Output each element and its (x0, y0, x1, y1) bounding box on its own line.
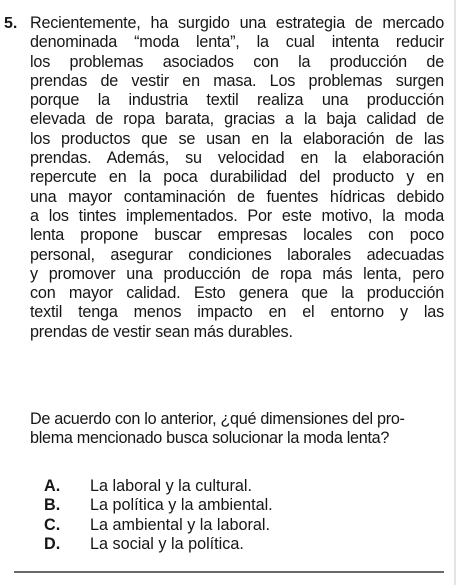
passage-line: repercute en la poca durabilidad del producto y en (30, 168, 444, 187)
passage-line: con mayor calidad. Esto genera que la producción (30, 284, 444, 303)
passage-line: prendas de vestir sean más durables. (30, 322, 293, 341)
option-letter: D. (44, 534, 61, 553)
question-number: 5. (4, 15, 18, 32)
passage-line: textil tenga menos impacto en el entorno y las (30, 303, 444, 322)
passage-line: y promover una producción de ropa más lenta, pero (30, 264, 444, 283)
passage-line: prendas de vestir en masa. Los problemas surgen (30, 71, 444, 90)
option-text: La social y la política. (90, 534, 244, 553)
prompt-line: De acuerdo con lo anterior, ¿qué dimensiones del pro- (30, 410, 405, 428)
option-letter: C. (44, 515, 61, 534)
passage-line: porque la industria textil realiza una producción (30, 91, 444, 110)
answer-option-c[interactable] (44, 516, 424, 535)
answer-options (44, 477, 424, 554)
option-letter: A. (44, 477, 61, 495)
answer-option-d[interactable] (44, 535, 424, 554)
option-letter: B. (44, 496, 61, 515)
question-prompt (30, 410, 444, 449)
option-text: La laboral y la cultural. (90, 477, 252, 495)
passage-line: a los tintes implementados. Por este motivo, la moda (30, 206, 444, 225)
passage-line: los productos que se usan en la elaboración de las (30, 129, 444, 148)
passage-line: elevada de ropa barata, gracias a la baja calidad de (30, 110, 444, 129)
page-edge (454, 0, 456, 585)
passage-line: denominada “moda lenta”, la cual intenta reducir (30, 33, 444, 52)
passage-line: una mayor contaminación de fuentes hídricas debido (30, 187, 444, 206)
answer-option-a[interactable] (44, 477, 424, 496)
passage-line: prendas. Además, su velocidad en la elaboración (30, 149, 444, 168)
passage-line: los problemas asociados con la producción de (30, 52, 444, 71)
bottom-divider (14, 571, 444, 573)
option-text: La ambiental y la laboral. (90, 515, 270, 534)
option-text: La política y la ambiental. (90, 496, 273, 515)
question-passage (30, 14, 444, 342)
prompt-line: blema mencionado busca solucionar la moda lenta? (30, 429, 390, 448)
passage-line: personal, asegurar condiciones laborales adecuadas (30, 245, 444, 264)
answer-option-b[interactable] (44, 496, 424, 515)
passage-line: lenta propone buscar empresas locales con poco (30, 226, 444, 245)
passage-line: Recientemente, ha surgido una estrategia de mercado (30, 14, 444, 32)
